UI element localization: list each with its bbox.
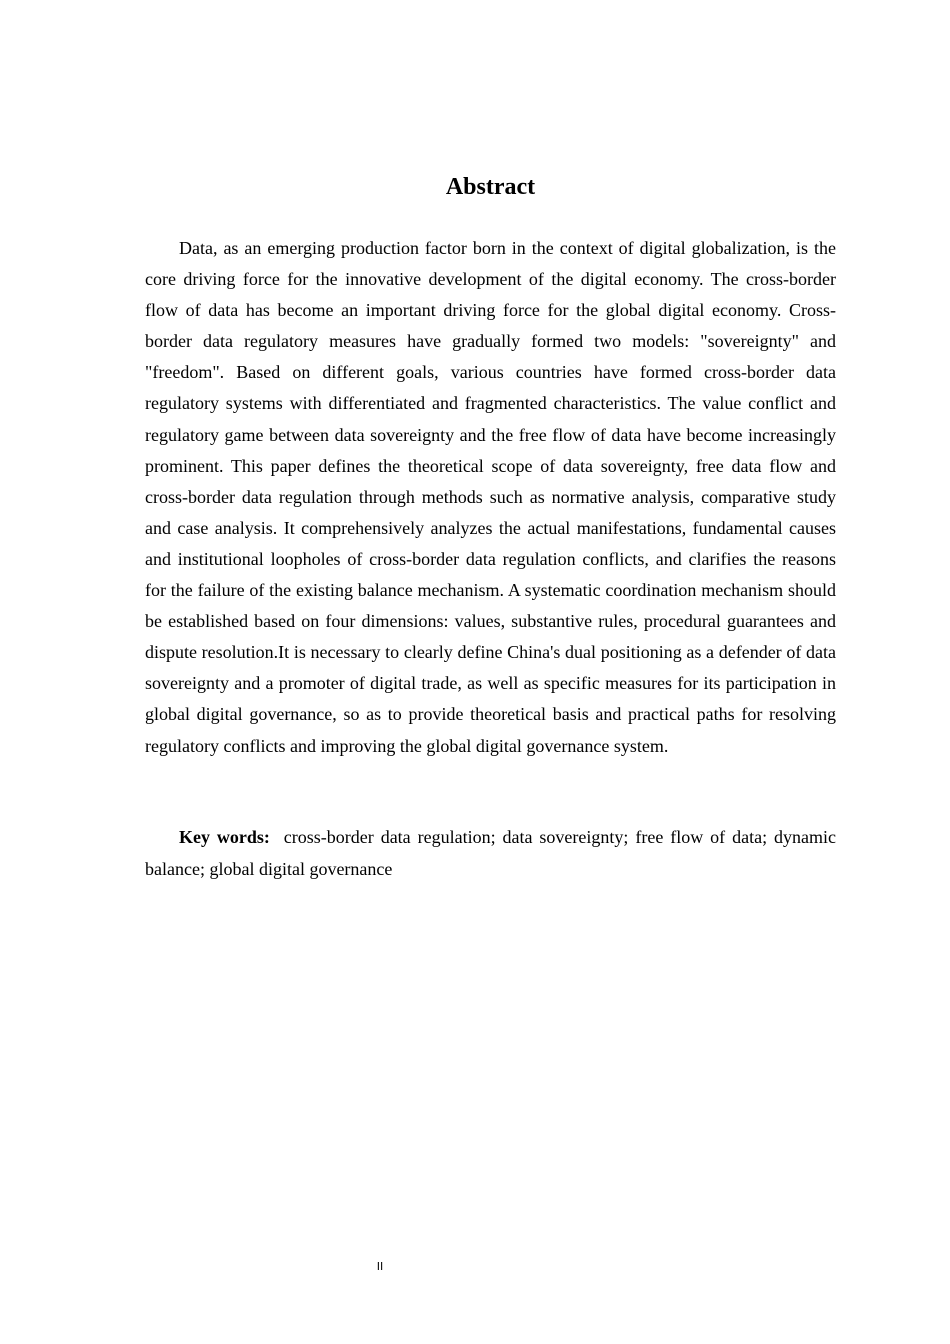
abstract-title: Abstract — [445, 174, 536, 200]
keywords-text: cross-border data regulation; data sovereignty; free flow of data; dynamic balance; global digital governance — [145, 827, 836, 879]
keywords-label: Key words: — [179, 827, 270, 847]
page-number: II — [376, 1260, 384, 1273]
keywords-paragraph — [145, 822, 836, 885]
abstract-body: Data, as an emerging production factor born in the context of digital globalization, is the core driving force for the innovative development of the digital economy. The cross-border flow of data has become an important driving force for the global digital economy. Cross-border data regulatory measures have gradually formed two models: "sovereignty" and "freedom". Based on different goals, various countries have formed cross-border data regulatory systems with differentiated and fragmented characteristics. The value conflict and regulatory game between data sovereignty and the free flow of data have become increasingly prominent. This paper defines the theoretical scope of data sovereignty, free data flow and cross-border data regulation through methods such as normative analysis, comparative study and case analysis. It comprehensively analyzes the actual manifestations, fundamental causes and institutional loopholes of cross-border data regulation conflicts, and clarifies the reasons for the failure of the existing balance mechanism. A systematic coordination mechanism should be established based on four dimensions: values, substantive rules, procedural guarantees and dispute resolution.It is necessary to clearly define China's dual positioning as a defender of data sovereignty and a promoter of digital trade, as well as specific measures for its participation in global digital governance, so as to provide theoretical basis and practical paths for resolving regulatory conflicts and improving the global digital governance system. — [145, 238, 836, 756]
